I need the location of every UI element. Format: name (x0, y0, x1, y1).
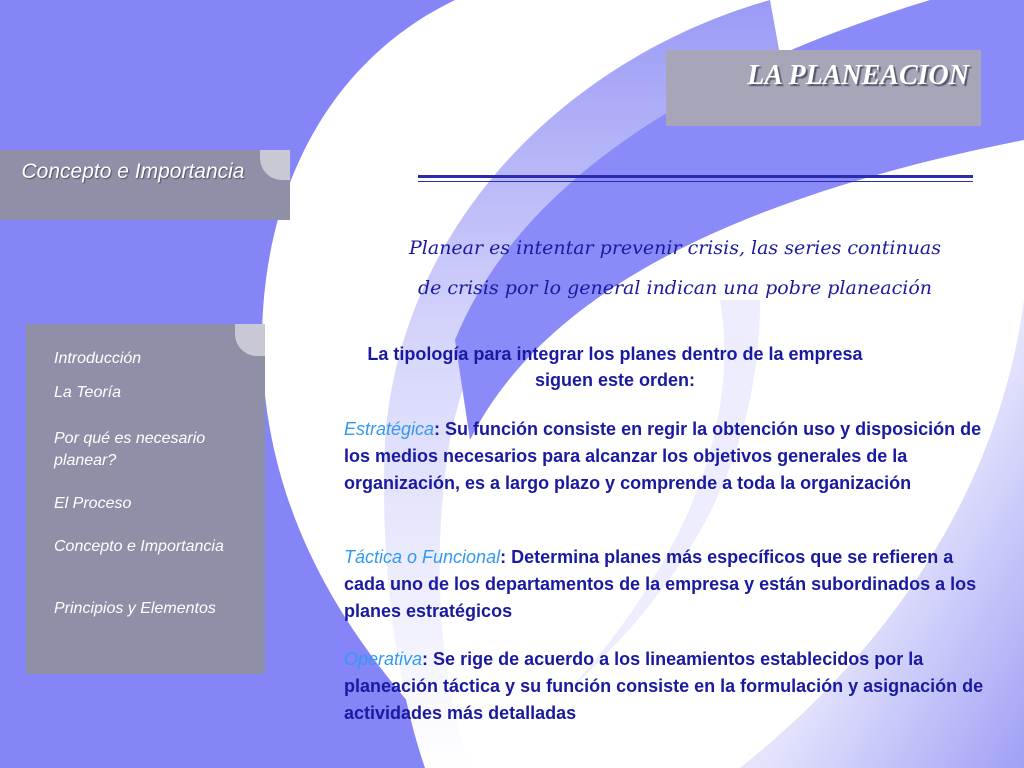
intro-text: La tipología para integrar los planes dentro de la empresa siguen este orden: (367, 344, 863, 390)
sidebar-item-el-proceso[interactable]: El Proceso (54, 495, 132, 512)
title-banner (666, 50, 981, 126)
term-label: Táctica o Funcional (344, 547, 501, 567)
term-description: Se rige de acuerdo a los lineamientos establecidos por la planeación táctica y su función consiste en la formulación y asignación de actividades más detalladas (344, 649, 984, 723)
page-title: LA PLANEACION (747, 60, 969, 91)
sidebar-item-por-que-es-necesario-planear[interactable]: Por qué es necesario planear? (54, 430, 206, 469)
quote-line-1: Planear es intentar prevenir crisis, las series continuas (409, 237, 941, 259)
term-label: Operativa (344, 649, 423, 669)
sidebar-item-concepto-e-importancia[interactable]: Concepto e Importancia (54, 538, 224, 555)
divider-top-line (418, 175, 973, 178)
term-description: Determina planes más específicos que se refieren a cada uno de los departamentos de la empresa y están subordinados a los planes estratégicos (344, 547, 977, 621)
section-title: Concepto e Importancia (21, 160, 245, 183)
page-fold-icon (260, 150, 290, 180)
section-banner (0, 150, 290, 220)
divider-bottom-line (418, 181, 973, 182)
sidebar-item-la-teoria[interactable]: La Teoría (54, 384, 122, 401)
quote-line-2: de crisis por lo general indican una pobre planeación (417, 277, 933, 299)
quote (385, 228, 965, 308)
paragraph-tactica: Táctica o Funcional: Determina planes más específicos que se refieren a cada uno de los departamentos de la empresa y están subordinados a los planes estratégicos (344, 547, 977, 621)
term-description: Su función consiste en regir la obtención uso y disposición de los medios necesarios para alcanzar los objetivos generales de la organización, es a largo plazo y comprende a toda la organización (344, 419, 982, 493)
term-label: Estratégica (344, 419, 435, 439)
sidebar-nav (26, 324, 265, 674)
sidebar-item-introduccion[interactable]: Introducción (54, 350, 142, 367)
sidebar-item-principios-y-elementos[interactable]: Principios y Elementos (54, 600, 216, 617)
paragraph-estrategica: Estratégica: Su función consiste en regir la obtención uso y disposición de los medios necesarios para alcanzar los objetivos generales de la organización, es a largo plazo y comprende a toda la organización (344, 419, 982, 493)
paragraph-operativa: Operativa: Se rige de acuerdo a los lineamientos establecidos por la planeación táctica y su función consiste en la formulación y asignación de actividades más detalladas (344, 649, 984, 723)
